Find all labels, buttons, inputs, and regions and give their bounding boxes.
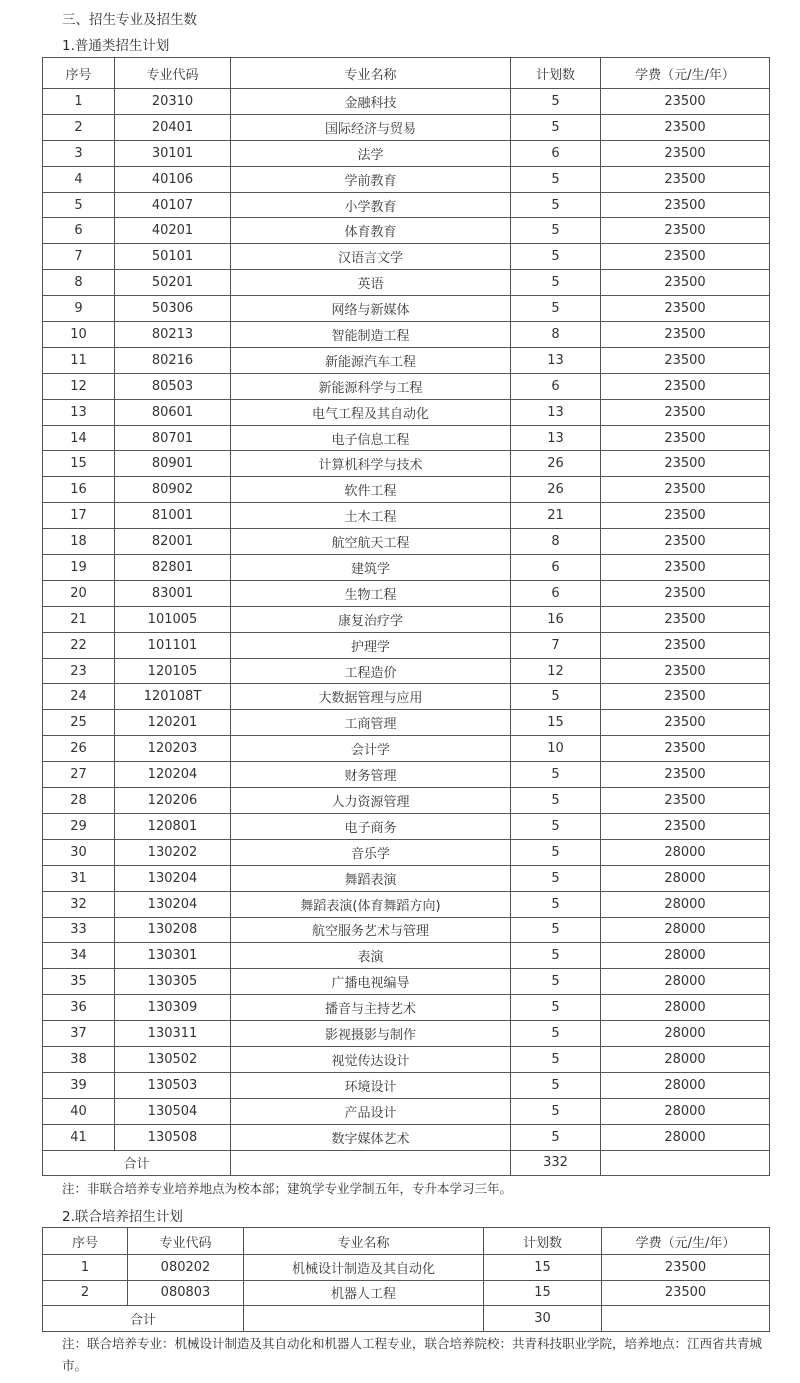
table-row [43, 503, 770, 529]
cell-code: 120105 [115, 658, 231, 684]
cell-tuition: 23500 [601, 503, 770, 529]
total-value: 332 [511, 1150, 601, 1176]
table-header-row [43, 1228, 770, 1255]
table-row [43, 322, 770, 348]
cell-code: 101005 [115, 606, 231, 632]
cell-tuition: 23500 [601, 451, 770, 477]
cell-tuition: 23500 [601, 477, 770, 503]
joint-plan-subtitle: 2.联合培养招生计划 [62, 1209, 183, 1225]
cell-tuition: 23500 [602, 1280, 770, 1306]
table-row [43, 1280, 770, 1306]
table-row [43, 425, 770, 451]
cell-index: 31 [43, 865, 115, 891]
cell-index: 11 [43, 347, 115, 373]
cell-index: 22 [43, 632, 115, 658]
cell-major: 航空航天工程 [231, 529, 511, 555]
col-header-tuition: 学费（元/生/年） [602, 1228, 770, 1255]
cell-quota: 12 [511, 658, 601, 684]
cell-tuition: 28000 [601, 917, 770, 943]
cell-quota: 5 [511, 1046, 601, 1072]
cell-code: 080202 [128, 1255, 244, 1281]
table-row [43, 1021, 770, 1047]
cell-index: 12 [43, 373, 115, 399]
cell-code: 120801 [115, 813, 231, 839]
cell-code: 40107 [115, 192, 231, 218]
table-row [43, 399, 770, 425]
cell-index: 15 [43, 451, 115, 477]
cell-tuition: 23500 [601, 270, 770, 296]
cell-major: 网络与新媒体 [231, 296, 511, 322]
table-row [43, 166, 770, 192]
cell-code: 130508 [115, 1124, 231, 1150]
cell-tuition: 28000 [601, 1098, 770, 1124]
col-header-quota: 计划数 [484, 1228, 602, 1255]
cell-index: 7 [43, 244, 115, 270]
table-row [43, 813, 770, 839]
cell-major: 新能源汽车工程 [231, 347, 511, 373]
cell-quota: 5 [511, 788, 601, 814]
cell-index: 25 [43, 710, 115, 736]
cell-code: 81001 [115, 503, 231, 529]
table-row [43, 995, 770, 1021]
cell-major: 财务管理 [231, 762, 511, 788]
table-row [43, 218, 770, 244]
cell-code: 120206 [115, 788, 231, 814]
table-row [43, 89, 770, 115]
cell-quota: 5 [511, 813, 601, 839]
table-row [43, 658, 770, 684]
cell-major: 金融科技 [231, 89, 511, 115]
cell-quota: 7 [511, 632, 601, 658]
cell-quota: 26 [511, 477, 601, 503]
table-row [43, 140, 770, 166]
cell-tuition: 23500 [601, 762, 770, 788]
cell-major: 数字媒体艺术 [231, 1124, 511, 1150]
cell-code: 130301 [115, 943, 231, 969]
cell-major: 英语 [231, 270, 511, 296]
cell-code: 50201 [115, 270, 231, 296]
cell-major: 产品设计 [231, 1098, 511, 1124]
cell-code: 130204 [115, 891, 231, 917]
cell-index: 8 [43, 270, 115, 296]
cell-quota: 5 [511, 969, 601, 995]
cell-index: 1 [43, 89, 115, 115]
total-row [43, 1306, 770, 1332]
cell-tuition: 23500 [601, 606, 770, 632]
cell-major: 大数据管理与应用 [231, 684, 511, 710]
cell-major: 康复治疗学 [231, 606, 511, 632]
table-row [43, 684, 770, 710]
table-row [43, 606, 770, 632]
cell-major: 环境设计 [231, 1072, 511, 1098]
cell-code: 50101 [115, 244, 231, 270]
table-row [43, 529, 770, 555]
cell-index: 33 [43, 917, 115, 943]
cell-code: 120108T [115, 684, 231, 710]
table-row [43, 114, 770, 140]
cell-quota: 5 [511, 891, 601, 917]
cell-quota: 5 [511, 218, 601, 244]
cell-tuition: 23500 [601, 89, 770, 115]
cell-quota: 5 [511, 1098, 601, 1124]
cell-index: 10 [43, 322, 115, 348]
col-header-quota: 计划数 [511, 58, 601, 89]
cell-code: 130305 [115, 969, 231, 995]
col-header-code: 专业代码 [128, 1228, 244, 1255]
cell-major: 体育教育 [231, 218, 511, 244]
table-row [43, 270, 770, 296]
cell-major: 广播电视编导 [231, 969, 511, 995]
cell-index: 1 [43, 1255, 128, 1281]
cell-tuition: 23500 [601, 529, 770, 555]
cell-tuition: 28000 [601, 1021, 770, 1047]
cell-code: 101101 [115, 632, 231, 658]
table-row [43, 296, 770, 322]
cell-major: 学前教育 [231, 166, 511, 192]
col-header-index: 序号 [43, 58, 115, 89]
cell-major: 软件工程 [231, 477, 511, 503]
cell-quota: 6 [511, 580, 601, 606]
col-header-index: 序号 [43, 1228, 128, 1255]
cell-index: 2 [43, 114, 115, 140]
cell-quota: 13 [511, 347, 601, 373]
table-row [43, 943, 770, 969]
cell-code: 130309 [115, 995, 231, 1021]
cell-quota: 5 [511, 192, 601, 218]
cell-code: 82001 [115, 529, 231, 555]
cell-code: 40106 [115, 166, 231, 192]
cell-major: 汉语言文学 [231, 244, 511, 270]
cell-tuition: 23500 [601, 710, 770, 736]
table-row [43, 865, 770, 891]
cell-code: 130204 [115, 865, 231, 891]
cell-code: 20310 [115, 89, 231, 115]
cell-major: 舞蹈表演(体育舞蹈方向) [231, 891, 511, 917]
cell-code: 80216 [115, 347, 231, 373]
cell-index: 35 [43, 969, 115, 995]
cell-code: 080803 [128, 1280, 244, 1306]
cell-code: 40201 [115, 218, 231, 244]
table-row [43, 736, 770, 762]
cell-quota: 5 [511, 296, 601, 322]
cell-tuition: 23500 [601, 347, 770, 373]
cell-major: 航空服务艺术与管理 [231, 917, 511, 943]
table-row [43, 347, 770, 373]
cell-quota: 6 [511, 555, 601, 581]
cell-major: 电气工程及其自动化 [231, 399, 511, 425]
general-plan-note: 注：非联合培养专业培养地点为校本部；建筑学专业学制五年，专升本学习三年。 [62, 1181, 513, 1196]
cell-index: 5 [43, 192, 115, 218]
table-row [43, 373, 770, 399]
cell-quota: 5 [511, 762, 601, 788]
cell-index: 17 [43, 503, 115, 529]
cell-tuition: 23500 [601, 555, 770, 581]
cell-index: 28 [43, 788, 115, 814]
cell-major: 表演 [231, 943, 511, 969]
cell-quota: 5 [511, 1021, 601, 1047]
table-row [43, 1098, 770, 1124]
cell-major: 播音与主持艺术 [231, 995, 511, 1021]
cell-index: 21 [43, 606, 115, 632]
cell-quota: 5 [511, 995, 601, 1021]
cell-code: 130502 [115, 1046, 231, 1072]
cell-tuition: 28000 [601, 839, 770, 865]
joint-plan-body [43, 1255, 770, 1306]
col-header-tuition: 学费（元/生/年） [601, 58, 770, 89]
cell-major: 舞蹈表演 [231, 865, 511, 891]
cell-major: 影视摄影与制作 [231, 1021, 511, 1047]
cell-quota: 5 [511, 917, 601, 943]
total-label: 合计 [43, 1306, 244, 1332]
cell-code: 82801 [115, 555, 231, 581]
table-row [43, 917, 770, 943]
cell-major: 智能制造工程 [231, 322, 511, 348]
cell-quota: 16 [511, 606, 601, 632]
cell-index: 14 [43, 425, 115, 451]
cell-tuition: 28000 [601, 865, 770, 891]
cell-code: 80601 [115, 399, 231, 425]
cell-major: 建筑学 [231, 555, 511, 581]
cell-major: 会计学 [231, 736, 511, 762]
table-row [43, 1046, 770, 1072]
cell-tuition: 23500 [601, 166, 770, 192]
table-row [43, 1072, 770, 1098]
total-empty-cell [244, 1306, 484, 1332]
table-header-row [43, 58, 770, 89]
cell-tuition: 28000 [601, 1072, 770, 1098]
cell-index: 38 [43, 1046, 115, 1072]
cell-quota: 5 [511, 684, 601, 710]
cell-code: 80701 [115, 425, 231, 451]
cell-index: 16 [43, 477, 115, 503]
cell-code: 130311 [115, 1021, 231, 1047]
cell-tuition: 28000 [601, 943, 770, 969]
cell-major: 视觉传达设计 [231, 1046, 511, 1072]
cell-code: 80503 [115, 373, 231, 399]
cell-quota: 8 [511, 322, 601, 348]
cell-major: 工程造价 [231, 658, 511, 684]
table-row [43, 192, 770, 218]
cell-index: 19 [43, 555, 115, 581]
cell-code: 120203 [115, 736, 231, 762]
cell-code: 20401 [115, 114, 231, 140]
cell-quota: 5 [511, 114, 601, 140]
table-row [43, 969, 770, 995]
table-row [43, 788, 770, 814]
cell-major: 机器人工程 [244, 1280, 484, 1306]
cell-major: 机械设计制造及其自动化 [244, 1255, 484, 1281]
cell-quota: 8 [511, 529, 601, 555]
table-row [43, 891, 770, 917]
cell-tuition: 28000 [601, 1046, 770, 1072]
cell-index: 26 [43, 736, 115, 762]
cell-major: 生物工程 [231, 580, 511, 606]
cell-tuition: 23500 [601, 192, 770, 218]
cell-index: 27 [43, 762, 115, 788]
cell-code: 80901 [115, 451, 231, 477]
cell-quota: 5 [511, 1124, 601, 1150]
cell-index: 18 [43, 529, 115, 555]
cell-quota: 6 [511, 373, 601, 399]
cell-tuition: 23500 [601, 218, 770, 244]
table-row [43, 839, 770, 865]
total-value: 30 [484, 1306, 602, 1332]
section-title: 三、招生专业及招生数 [62, 12, 197, 28]
table-row [43, 451, 770, 477]
cell-index: 24 [43, 684, 115, 710]
cell-tuition: 23500 [601, 244, 770, 270]
cell-major: 电子信息工程 [231, 425, 511, 451]
general-plan-subtitle: 1.普通类招生计划 [62, 38, 170, 54]
cell-tuition: 23500 [601, 425, 770, 451]
cell-tuition: 23500 [601, 788, 770, 814]
cell-quota: 13 [511, 399, 601, 425]
cell-index: 36 [43, 995, 115, 1021]
cell-tuition: 23500 [601, 114, 770, 140]
cell-tuition: 23500 [601, 684, 770, 710]
cell-tuition: 23500 [601, 322, 770, 348]
cell-code: 30101 [115, 140, 231, 166]
cell-tuition: 28000 [601, 1124, 770, 1150]
table-row [43, 762, 770, 788]
cell-index: 13 [43, 399, 115, 425]
cell-quota: 6 [511, 140, 601, 166]
cell-index: 29 [43, 813, 115, 839]
total-empty-cell [231, 1150, 511, 1176]
table-row [43, 555, 770, 581]
cell-index: 39 [43, 1072, 115, 1098]
cell-quota: 5 [511, 270, 601, 296]
cell-tuition: 23500 [601, 580, 770, 606]
joint-plan-note: 注：联合培养专业：机械设计制造及其自动化和机器人工程专业，联合培养院校：共青科技职业学院，培养地点：江西省共青城市。 [62, 1336, 763, 1373]
cell-index: 40 [43, 1098, 115, 1124]
table-row [43, 580, 770, 606]
cell-code: 130504 [115, 1098, 231, 1124]
cell-code: 130202 [115, 839, 231, 865]
table-row [43, 710, 770, 736]
cell-tuition: 23500 [602, 1255, 770, 1281]
cell-code: 130208 [115, 917, 231, 943]
cell-major: 小学教育 [231, 192, 511, 218]
cell-code: 130503 [115, 1072, 231, 1098]
cell-index: 23 [43, 658, 115, 684]
col-header-major: 专业名称 [244, 1228, 484, 1255]
cell-major: 国际经济与贸易 [231, 114, 511, 140]
cell-quota: 5 [511, 244, 601, 270]
cell-quota: 10 [511, 736, 601, 762]
total-empty-cell [601, 1150, 770, 1176]
cell-major: 新能源科学与工程 [231, 373, 511, 399]
cell-tuition: 23500 [601, 140, 770, 166]
cell-tuition: 23500 [601, 813, 770, 839]
cell-code: 80213 [115, 322, 231, 348]
cell-quota: 5 [511, 166, 601, 192]
cell-index: 9 [43, 296, 115, 322]
cell-index: 34 [43, 943, 115, 969]
cell-code: 83001 [115, 580, 231, 606]
cell-quota: 5 [511, 865, 601, 891]
cell-tuition: 23500 [601, 658, 770, 684]
cell-quota: 13 [511, 425, 601, 451]
cell-index: 2 [43, 1280, 128, 1306]
cell-quota: 26 [511, 451, 601, 477]
cell-major: 电子商务 [231, 813, 511, 839]
cell-code: 120204 [115, 762, 231, 788]
cell-major: 音乐学 [231, 839, 511, 865]
cell-tuition: 23500 [601, 399, 770, 425]
cell-index: 32 [43, 891, 115, 917]
cell-tuition: 23500 [601, 632, 770, 658]
cell-code: 50306 [115, 296, 231, 322]
cell-index: 4 [43, 166, 115, 192]
cell-tuition: 28000 [601, 995, 770, 1021]
cell-major: 工商管理 [231, 710, 511, 736]
general-plan-table [42, 57, 770, 1176]
cell-code: 120201 [115, 710, 231, 736]
table-row [43, 1255, 770, 1281]
cell-major: 土木工程 [231, 503, 511, 529]
cell-quota: 5 [511, 89, 601, 115]
cell-quota: 5 [511, 839, 601, 865]
general-plan-body [43, 89, 770, 1151]
cell-index: 6 [43, 218, 115, 244]
cell-quota: 5 [511, 943, 601, 969]
cell-tuition: 23500 [601, 373, 770, 399]
cell-tuition: 28000 [601, 969, 770, 995]
cell-major: 法学 [231, 140, 511, 166]
col-header-major: 专业名称 [231, 58, 511, 89]
cell-tuition: 28000 [601, 891, 770, 917]
table-row [43, 244, 770, 270]
cell-index: 3 [43, 140, 115, 166]
cell-code: 80902 [115, 477, 231, 503]
cell-quota: 15 [484, 1280, 602, 1306]
cell-tuition: 23500 [601, 296, 770, 322]
cell-index: 41 [43, 1124, 115, 1150]
col-header-code: 专业代码 [115, 58, 231, 89]
cell-tuition: 23500 [601, 736, 770, 762]
table-row [43, 477, 770, 503]
cell-major: 计算机科学与技术 [231, 451, 511, 477]
cell-index: 37 [43, 1021, 115, 1047]
joint-plan-table [42, 1227, 770, 1332]
cell-index: 20 [43, 580, 115, 606]
cell-major: 护理学 [231, 632, 511, 658]
cell-quota: 21 [511, 503, 601, 529]
cell-quota: 15 [511, 710, 601, 736]
cell-quota: 5 [511, 1072, 601, 1098]
cell-index: 30 [43, 839, 115, 865]
total-empty-cell [602, 1306, 770, 1332]
cell-quota: 15 [484, 1255, 602, 1281]
cell-major: 人力资源管理 [231, 788, 511, 814]
total-label: 合计 [43, 1150, 231, 1176]
total-row [43, 1150, 770, 1176]
table-row [43, 632, 770, 658]
table-row [43, 1124, 770, 1150]
